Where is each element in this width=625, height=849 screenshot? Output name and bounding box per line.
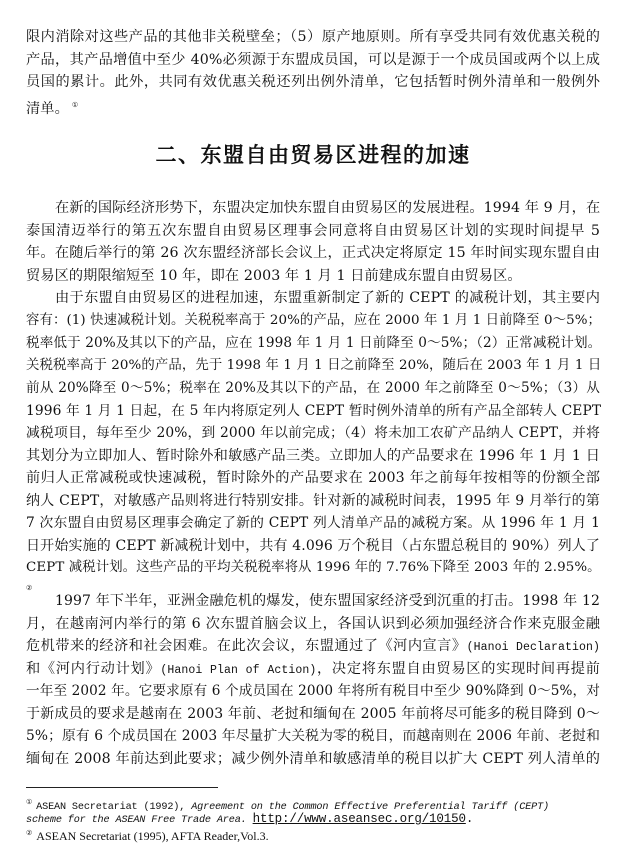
footnote-1: [26, 795, 600, 811]
paragraph-1: [26, 197, 600, 287]
text-line: 月，在越南河内举行的第 6 次东盟首脑会议上，各国认识到必须加强经济合作来克服金融: [26, 615, 600, 632]
text-line: 年。在随后举行的第 26 次东盟经济部长会议上，正式决定将原定 15 年时间实现东盟自由: [26, 245, 600, 261]
text-fragment: 危机带来的经济和社会困难。在此次会议，东盟通过了《河内宣言》: [26, 638, 467, 654]
text-line: 5%；原有 6 个成员国在 2003 年尽量扩大关税为零的税目，而越南则在 2006 年前、老挝和: [26, 728, 600, 744]
text-line: 1996 年 1 月 1 日起，在 5 年内将原定列人 CEPT 暂时例外清单的所有产品全部转人 CEPT: [26, 402, 602, 419]
text-fragment: 清单。: [26, 100, 69, 117]
text-fragment: 和《河内行动计划》: [26, 660, 161, 677]
text-line: 容有：(1) 快速减税计划。关税税率高于 20%的产品，应在 2000 年 1 月 1 日前降至 0～5%；: [26, 312, 602, 328]
text-line: 其划分为立即加人、暂时除外和敏感产品三类。立即加人的产品要求在 1996 年 1 月 1 日: [26, 447, 600, 464]
footnote-title: scheme for the ASEAN Free Trade Area.: [26, 815, 247, 826]
document-page: [26, 0, 600, 849]
footnote-mark: ②: [26, 829, 33, 837]
footnote-title: Agreement on the Common Effective Preferential Tariff (CEPT): [191, 802, 550, 813]
text-line: [26, 658, 600, 681]
text-line: 7 次东盟自由贸易区理事会确定了新的 CEPT 列人清单产品的减税方案。从 1996 年 1 月 1: [26, 515, 600, 531]
text-line: 税率低于 20%及其以下的产品，应在 1998 年 1 月 1 日前降至 0～5%；（2）正常减税计划。: [26, 335, 602, 351]
text-line: 前从 20%降至 0～5%；税率在 20%及其以下的产品，在 2000 年之前降至 0～5%；（3）从: [26, 380, 600, 396]
text-line: 日开始实施的 CEPT 新减税计划中，共有 4.096 万个税目（占东盟总税目的 90%）列人了: [26, 537, 600, 554]
text-line: 减税项目，每年至少 20%，到 2000 年以前完成；（4）将未加工农矿产品纳人 CEPT，并将: [26, 425, 600, 441]
text-line: 贸易区的期限缩短至 10 年，即在 2003 年 1 月 1 日前建成东盟自由贸易区。: [26, 267, 522, 284]
text-line: 由于东盟自由贸易区的进程加速，东盟重新制定了新的 CEPT 的减税计划，其主要内: [55, 290, 600, 306]
text-line: [26, 635, 600, 658]
text-line: [26, 94, 600, 117]
text-line: 纳人 CEPT，对敏感产品则将进行特别安排。针对新的减税时间表，1995 年 9 月举行的第: [26, 492, 600, 509]
footnote-2: [26, 825, 600, 841]
text-line: 在新的国际经济形势下，东盟决定加快东盟自由贸易区的发展进程。1994 年 9 月，在: [55, 200, 601, 216]
footnote-ref-2[interactable]: ②: [26, 583, 33, 592]
footnote-mark: ①: [26, 799, 33, 807]
text-fragment: ，决定将东盟自由贸易区的实现时间再提前: [316, 660, 600, 677]
english-term: (Hanoi Plan of Action): [160, 663, 317, 677]
footnote-author: ASEAN Secretariat (1992),: [36, 802, 192, 813]
text-line: 关税税率高于 20%的产品，先于 1998 年 1 月 1 日之前降至 20%，随后在 2003 年 1 月 1 日: [26, 357, 602, 373]
text-line: 1997 年下半年，亚洲金融危机的爆发，使东盟国家经济受到沉重的打击。1998 年 12: [55, 593, 600, 609]
footnotes: [26, 795, 600, 841]
footnote-text: ASEAN Secretariat (1995), AFTA Reader,Vol.3.: [36, 829, 269, 843]
text-line: 泰国清迈举行的第五次东盟自由贸易区理事会同意将自由贸易区计划的实现时间提早 5: [26, 222, 600, 239]
footnote-ref-1[interactable]: ①: [71, 100, 79, 109]
text-line: 一年至 2002 年。它要求原有 6 个成员国在 2000 年将所有税目中至少 90%降到 0～5%，对: [26, 683, 600, 699]
text-line: 员国的累计。此外，共同有效优惠关税还列出例外清单，它包括暂时例外清单和一般例外: [26, 74, 600, 90]
text-line: 前归人正常减税或快速减税，暂时除外的产品要求在 2003 年之前每年按相等的份额全部: [26, 470, 600, 486]
paragraph-3: [26, 590, 600, 770]
english-term: (Hanoi Declaration): [466, 641, 600, 654]
text-line: CEPT 减税计划。这些产品的平均关税税率将从 1996 年的 7.76%下降至 2003 年的 2.95%。: [26, 560, 601, 575]
footnote-punct: .: [465, 812, 474, 826]
text-line: 缅甸在 2008 年前达到此要求；减少例外清单和敏感清单的税目以扩大 CEPT 列人清单的: [26, 750, 600, 767]
footnote-divider: [26, 787, 218, 788]
section-heading: 二、东盟自由贸易区进程的加速: [155, 143, 471, 167]
footnote-link[interactable]: http://www.aseansec.org/10150: [252, 812, 466, 826]
text-line: 于新成员的要求是越南在 2003 年前、老挝和缅甸在 2005 年前将尽可能多的税目降到 0～: [26, 705, 600, 722]
text-line: 产品，其产品增值中至少 40%必须源于东盟成员国，可以是源于一个成员国或两个以上成: [26, 51, 600, 68]
text-line: 限内消除对这些产品的其他非关税壁垒；（5）原产地原则。所有享受共同有效优惠关税的: [26, 29, 600, 45]
paragraph-2: [26, 287, 600, 596]
intro-paragraph: [26, 26, 600, 116]
